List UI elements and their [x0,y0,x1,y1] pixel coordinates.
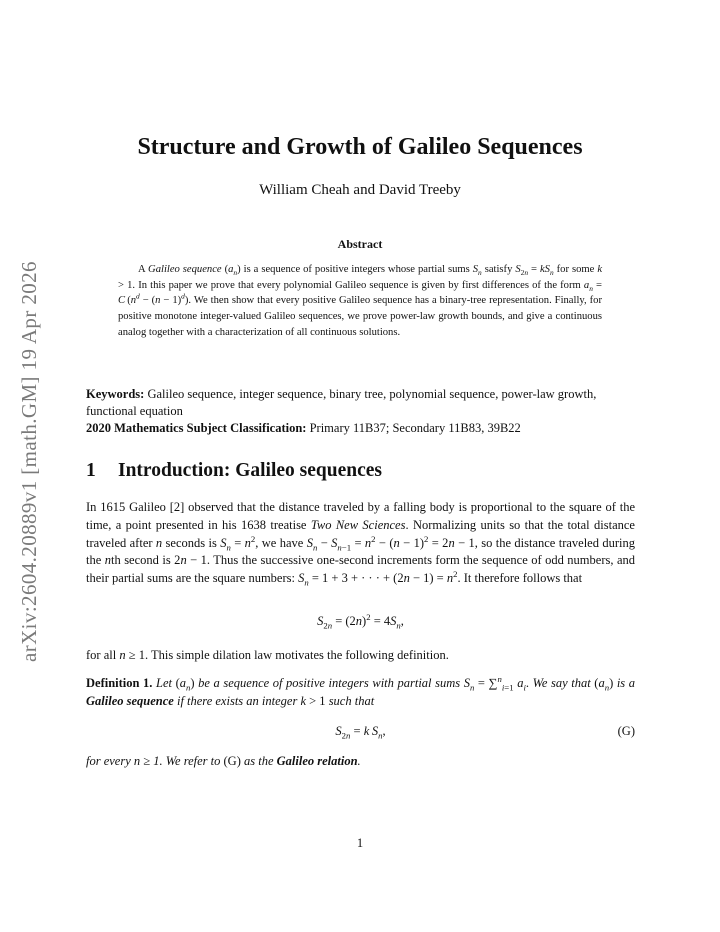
treatise-title: Two New Sciences [310,517,406,532]
keywords-line [86,386,635,420]
paper-authors: William Cheah and David Treeby [259,182,461,198]
msc-label: 2020 Mathematics Subject Classification: [86,421,307,435]
keywords-label: Keywords: [86,387,145,401]
equation-galileo-relation [86,724,635,739]
equation-galileo-body: $S_{2n} = k$ $S_n$, [335,724,386,741]
abstract-term: Galileo sequence [148,264,222,275]
equation-dilation: $S_{2n} = (2n)^2 = 4S_n$, [317,611,404,631]
page-number: 1 [356,836,364,850]
definition-continuation: for every n ≥ 1. We refer to (G) as the Galileo relation. [86,754,361,768]
definition-label: Definition 1. [86,676,153,690]
abstract-heading: Abstract [337,237,383,251]
section-title: Introduction: Galileo sequences [118,460,382,481]
equation-tag: (G) [617,724,635,738]
section-number: 1 [86,460,96,481]
definition-term: Galileo sequence [86,693,174,708]
msc-text: Primary 11B37; Secondary 11B83, 39B22 [309,421,521,435]
keywords-text: Galileo sequence, integer sequence, binary tree, polynomial sequence, power-law growth, functional equation [86,387,597,418]
intro-paragraph-1: In 1615 Galileo [2] observed that the distance traveled by a falling body is proportional to the square of the time, a point presented in his 1638 treatise Two New Sciences. Normalizing units so that the total distance traveled after n seconds is $S_n = n^2$, we have $S_n - S_{n-1} = n^2 - (n - 1)^2 = 2n - 1$, so the distance traveled during the nth second is 2n − 1. Thus the successive one-second increments form the sequence of odd numbers, and their partial sums are the square numbers: $S_n = 1 + 3$ + · · · + $(2n - 1) = n^2$. It therefore follows that [86,500,635,588]
paper-title: Structure and Growth of Galileo Sequences [137,134,583,160]
definition-1: Definition 1. Let $(a_n)$ be a sequence of positive integers with partial sums $S_n = \sum^n_{i=1}$ $a_i$. We say that $(a_n)$ is a Galileo sequence if there exists an integer k > 1 such that [86,673,636,708]
intro-paragraph-2: for all n ≥ 1. This simple dilation law motivates the following definition. [86,648,449,662]
section-heading [86,460,635,482]
galileo-relation-term: Galileo relation [276,754,358,768]
msc-line [86,420,635,437]
keywords-block [86,386,635,437]
arxiv-identifier-stamp: arXiv:2604.20889v1 [math.GM] 19 Apr 2026 [17,261,41,662]
abstract-body: A Galileo sequence $(a_n)$ is a sequence of positive integers whose partial sums $S_n$ satisfy $S_{2n} = kS_n$ for some k > 1. In this paper we prove that every polynomial Galileo sequence is given by first differences of the form $a_n = C$ $(n^d - (n - 1)^d)$. We then show that every positive Galileo sequence has a binary-tree representation. Finally, for positive monotone integer-valued Galileo sequences, we prove power-law growth bounds, and give a continuous analog together with a characterization of all continuous solutions. [118,264,603,338]
